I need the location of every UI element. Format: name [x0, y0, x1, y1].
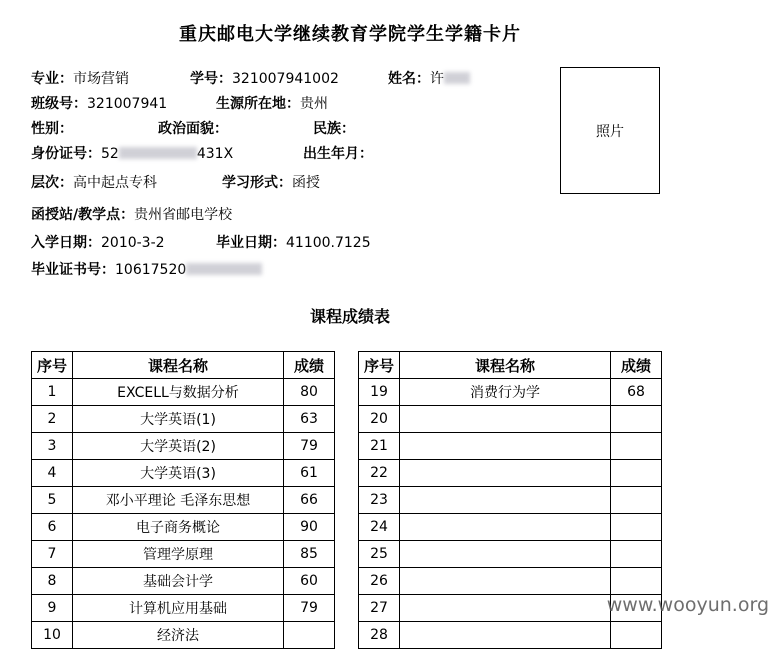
- cell-course: [400, 406, 611, 433]
- cell-no: 26: [359, 568, 400, 595]
- cell-course: [400, 460, 611, 487]
- cell-no: 8: [32, 568, 73, 595]
- cell-score: [611, 406, 662, 433]
- cell-course: 管理学原理: [73, 541, 284, 568]
- cell-course: [400, 622, 611, 649]
- cell-course: 大学英语(2): [73, 433, 284, 460]
- cell-no: 1: [32, 379, 73, 406]
- table-row: [32, 595, 335, 622]
- grad-date-value: 41100.7125: [286, 235, 371, 251]
- table-row: [359, 541, 662, 568]
- gender-label: 性别：: [31, 121, 73, 137]
- enroll-date-label: 入学日期：: [31, 235, 101, 251]
- id-card-value-prefix: 52: [101, 146, 119, 162]
- cell-score: [611, 487, 662, 514]
- cell-no: 20: [359, 406, 400, 433]
- level-label: 层次：: [31, 175, 73, 191]
- table-row: [32, 406, 335, 433]
- cell-score: 68: [611, 379, 662, 406]
- cell-no: 27: [359, 595, 400, 622]
- grades-table-left: [31, 351, 335, 649]
- cell-no: 2: [32, 406, 73, 433]
- table-row: [32, 460, 335, 487]
- cell-score: 79: [284, 595, 335, 622]
- cell-no: 21: [359, 433, 400, 460]
- cell-no: 6: [32, 514, 73, 541]
- cell-score: 90: [284, 514, 335, 541]
- cell-course: 大学英语(1): [73, 406, 284, 433]
- major-value: 市场营销: [73, 71, 129, 87]
- table-row: [32, 487, 335, 514]
- table-row: [359, 406, 662, 433]
- study-form-field: [222, 172, 320, 192]
- cell-no: 19: [359, 379, 400, 406]
- study-form-value: 函授: [292, 175, 320, 191]
- station-label: 函授站/教学点：: [31, 207, 135, 223]
- cell-course: 邓小平理论 毛泽东思想: [73, 487, 284, 514]
- station-value: 贵州省邮电学校: [134, 207, 233, 223]
- enroll-date-value: 2010-3-2: [101, 235, 165, 251]
- cell-course: [400, 487, 611, 514]
- cell-score: [611, 433, 662, 460]
- ethnicity-label: 民族：: [313, 121, 355, 137]
- table-row: [32, 514, 335, 541]
- cell-score: [611, 514, 662, 541]
- cell-course: 经济法: [73, 622, 284, 649]
- cell-no: 5: [32, 487, 73, 514]
- photo-box: [560, 67, 660, 194]
- cell-no: 22: [359, 460, 400, 487]
- cell-course: [400, 433, 611, 460]
- class-no-label: 班级号：: [31, 96, 87, 112]
- class-no-field: [31, 93, 167, 113]
- name-field: [388, 68, 470, 88]
- col-header-score: 成绩: [284, 352, 335, 379]
- cell-score: [611, 460, 662, 487]
- table-row: [359, 568, 662, 595]
- redaction-blur: [186, 263, 262, 275]
- diploma-no-value-prefix: 10617520: [115, 262, 187, 278]
- cell-course: [400, 541, 611, 568]
- origin-label: 生源所在地：: [216, 96, 300, 112]
- ethnicity-field: [313, 118, 355, 138]
- cell-score: [611, 568, 662, 595]
- level-field: [31, 172, 157, 192]
- cell-course: 计算机应用基础: [73, 595, 284, 622]
- cell-no: 23: [359, 487, 400, 514]
- id-card-value-mid: 4: [196, 146, 206, 162]
- table-row: [32, 541, 335, 568]
- study-form-label: 学习形式：: [222, 175, 292, 191]
- station-field: [31, 204, 232, 224]
- col-header-no: 序号: [359, 352, 400, 379]
- gender-field: [31, 118, 73, 138]
- cell-course: [400, 568, 611, 595]
- cell-score: [611, 622, 662, 649]
- cell-no: 7: [32, 541, 73, 568]
- level-value: 高中起点专科: [73, 175, 157, 191]
- table-header-row: [32, 352, 335, 379]
- id-card-value-suffix: 31X: [205, 146, 234, 162]
- cell-score: 66: [284, 487, 335, 514]
- table-row: [359, 433, 662, 460]
- major-field: [31, 68, 129, 88]
- cell-course: [400, 514, 611, 541]
- birth-label: 出生年月：: [303, 146, 373, 162]
- page-title: 重庆邮电大学继续教育学院学生学籍卡片: [179, 24, 521, 45]
- col-header-score: 成绩: [611, 352, 662, 379]
- cell-course: 消费行为学: [400, 379, 611, 406]
- cell-no: 10: [32, 622, 73, 649]
- student-id-label: 学号：: [190, 71, 232, 87]
- table-row: [32, 379, 335, 406]
- cell-course: 基础会计学: [73, 568, 284, 595]
- redaction-blur: [444, 72, 470, 84]
- col-header-course: 课程名称: [73, 352, 284, 379]
- cell-course: 电子商务概论: [73, 514, 284, 541]
- table-row: [359, 622, 662, 649]
- enroll-date-field: [31, 232, 165, 252]
- photo-label: 照片: [596, 123, 624, 140]
- student-id-value: 321007941002: [232, 71, 339, 87]
- political-field: [158, 118, 228, 138]
- grad-date-field: [216, 232, 371, 252]
- diploma-no-field: [31, 259, 262, 279]
- table-row: [359, 487, 662, 514]
- cell-score: 85: [284, 541, 335, 568]
- grad-date-label: 毕业日期：: [216, 235, 286, 251]
- name-label: 姓名：: [388, 71, 430, 87]
- cell-course: [400, 595, 611, 622]
- id-card-field: [31, 143, 233, 163]
- cell-no: 9: [32, 595, 73, 622]
- table-header-row: [359, 352, 662, 379]
- student-id-field: [190, 68, 339, 88]
- cell-course: 大学英语(3): [73, 460, 284, 487]
- political-label: 政治面貌：: [158, 121, 228, 137]
- origin-value: 贵州: [300, 96, 328, 112]
- cell-course: EXCELL与数据分析: [73, 379, 284, 406]
- cell-score: 63: [284, 406, 335, 433]
- name-value: 许: [430, 71, 444, 87]
- major-label: 专业：: [31, 71, 73, 87]
- table-row: [32, 433, 335, 460]
- cell-score: 79: [284, 433, 335, 460]
- table-row: [359, 379, 662, 406]
- cell-no: 25: [359, 541, 400, 568]
- table-row: [32, 568, 335, 595]
- origin-field: [216, 93, 328, 113]
- section-title: 课程成绩表: [309, 307, 390, 326]
- cell-score: [284, 622, 335, 649]
- cell-score: 80: [284, 379, 335, 406]
- watermark: www.wooyun.org: [606, 594, 769, 616]
- cell-score: 61: [284, 460, 335, 487]
- id-card-label: 身份证号：: [31, 146, 101, 162]
- table-row: [359, 460, 662, 487]
- cell-score: [611, 541, 662, 568]
- birth-field: [303, 143, 373, 163]
- cell-no: 28: [359, 622, 400, 649]
- class-no-value: 321007941: [87, 96, 168, 112]
- table-row: [32, 622, 335, 649]
- diploma-no-label: 毕业证书号：: [31, 262, 115, 278]
- cell-no: 24: [359, 514, 400, 541]
- cell-no: 3: [32, 433, 73, 460]
- redaction-blur: [119, 147, 197, 159]
- col-header-course: 课程名称: [400, 352, 611, 379]
- col-header-no: 序号: [32, 352, 73, 379]
- cell-no: 4: [32, 460, 73, 487]
- cell-score: 60: [284, 568, 335, 595]
- table-row: [359, 514, 662, 541]
